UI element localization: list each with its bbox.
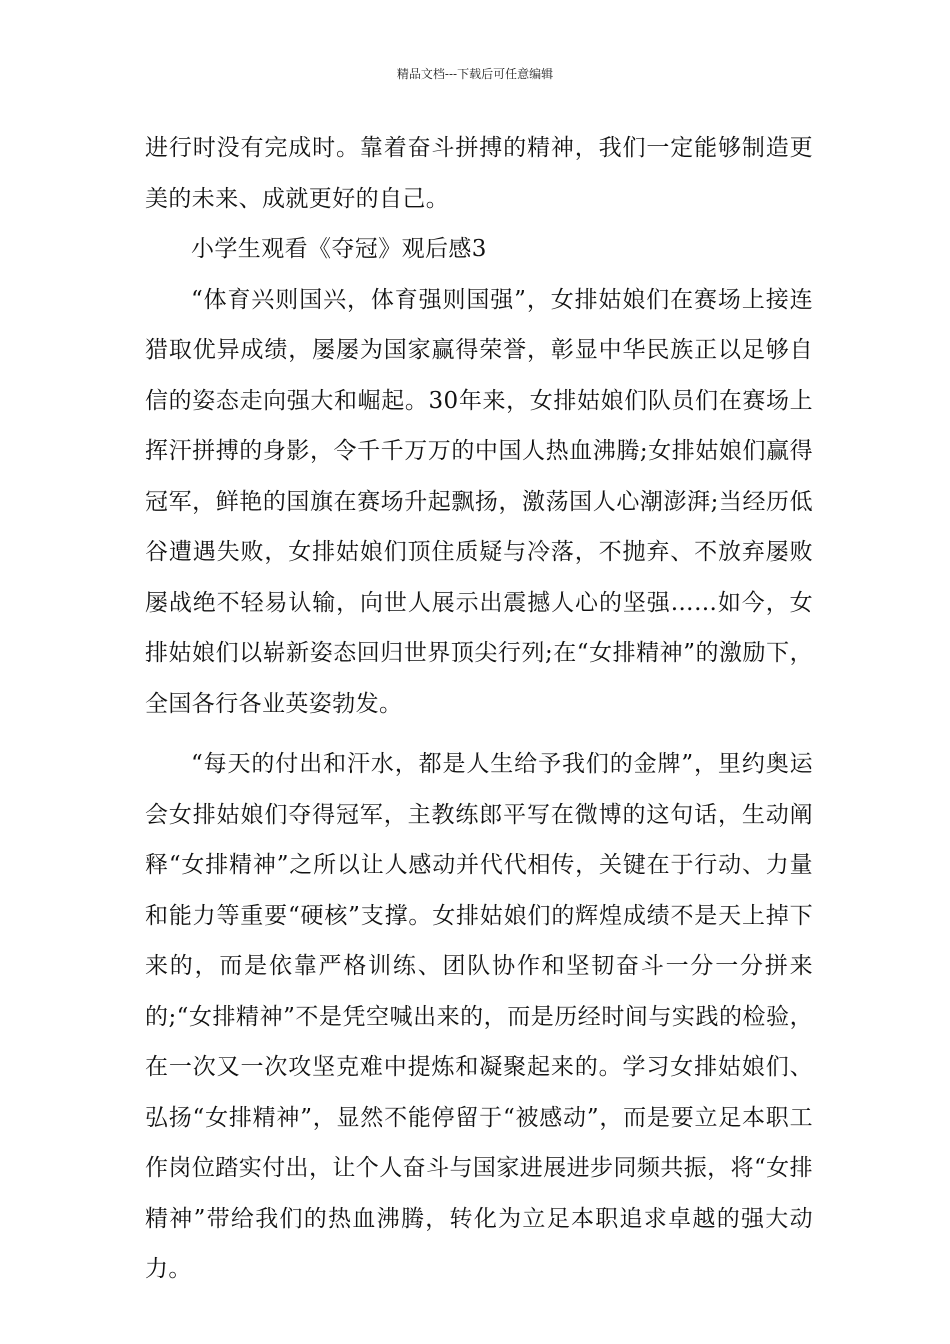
document-body — [145, 123, 813, 1295]
paragraph-continuation: 进行时没有完成时。靠着奋斗拼搏的精神，我们一定能够制造更美的未来、成就更好的自己。 — [145, 135, 813, 212]
paragraph: “每天的付出和汗水，都是人生给予我们的金牌”，里约奥运会女排姑娘们夺得冠军，主教练郎平写在微博的这句话，生动阐释“女排精神”之所以让人感动并代代相传，关键在于行动、力量和能力等重要“硬核”支撑。女排姑娘们的辉煌成绩不是天上掉下来的，而是依靠严格训练、团队协作和坚韧奋斗一分一分拼来的;“女排精神”不是凭空喊出来的，而是历经时间与实践的检验，在一次又一次攻坚克难中提炼和凝聚起来的。学习女排姑娘们、弘扬“女排精神”，显然不能停留于“被感动”，而是要立足本职工作岗位踏实付出，让个人奋斗与国家进展进步同频共振，将“女排精神”带给我们的热血沸腾，转化为立足本职追求卓越的强大动力。 — [145, 751, 813, 1282]
paragraph: “体育兴则国兴，体育强则国强”，女排姑娘们在赛场上接连猎取优异成绩，屡屡为国家赢得荣誉，彰显中华民族正以足够自信的姿态走向强大和崛起。30年来，女排姑娘们队员们在赛场上挥汗拼搏的身影，令千千万万的中国人热血沸腾;女排姑娘们赢得冠军，鲜艳的国旗在赛场升起飘扬，激荡国人心潮澎湃;当经历低谷遭遇失败，女排姑娘们顶住质疑与冷落，不抛弃、不放弃屡败屡战绝不轻易认输，向世人展示出震撼人心的坚强……如今，女排姑娘们以崭新姿态回归世界顶尖行列;在“女排精神”的激励下，全国各行各业英姿勃发。 — [145, 286, 813, 717]
page-header: 精品文档---下载后可任意编辑 — [396, 67, 554, 81]
section-heading: 小学生观看《夺冠》观后感3 — [191, 236, 487, 262]
